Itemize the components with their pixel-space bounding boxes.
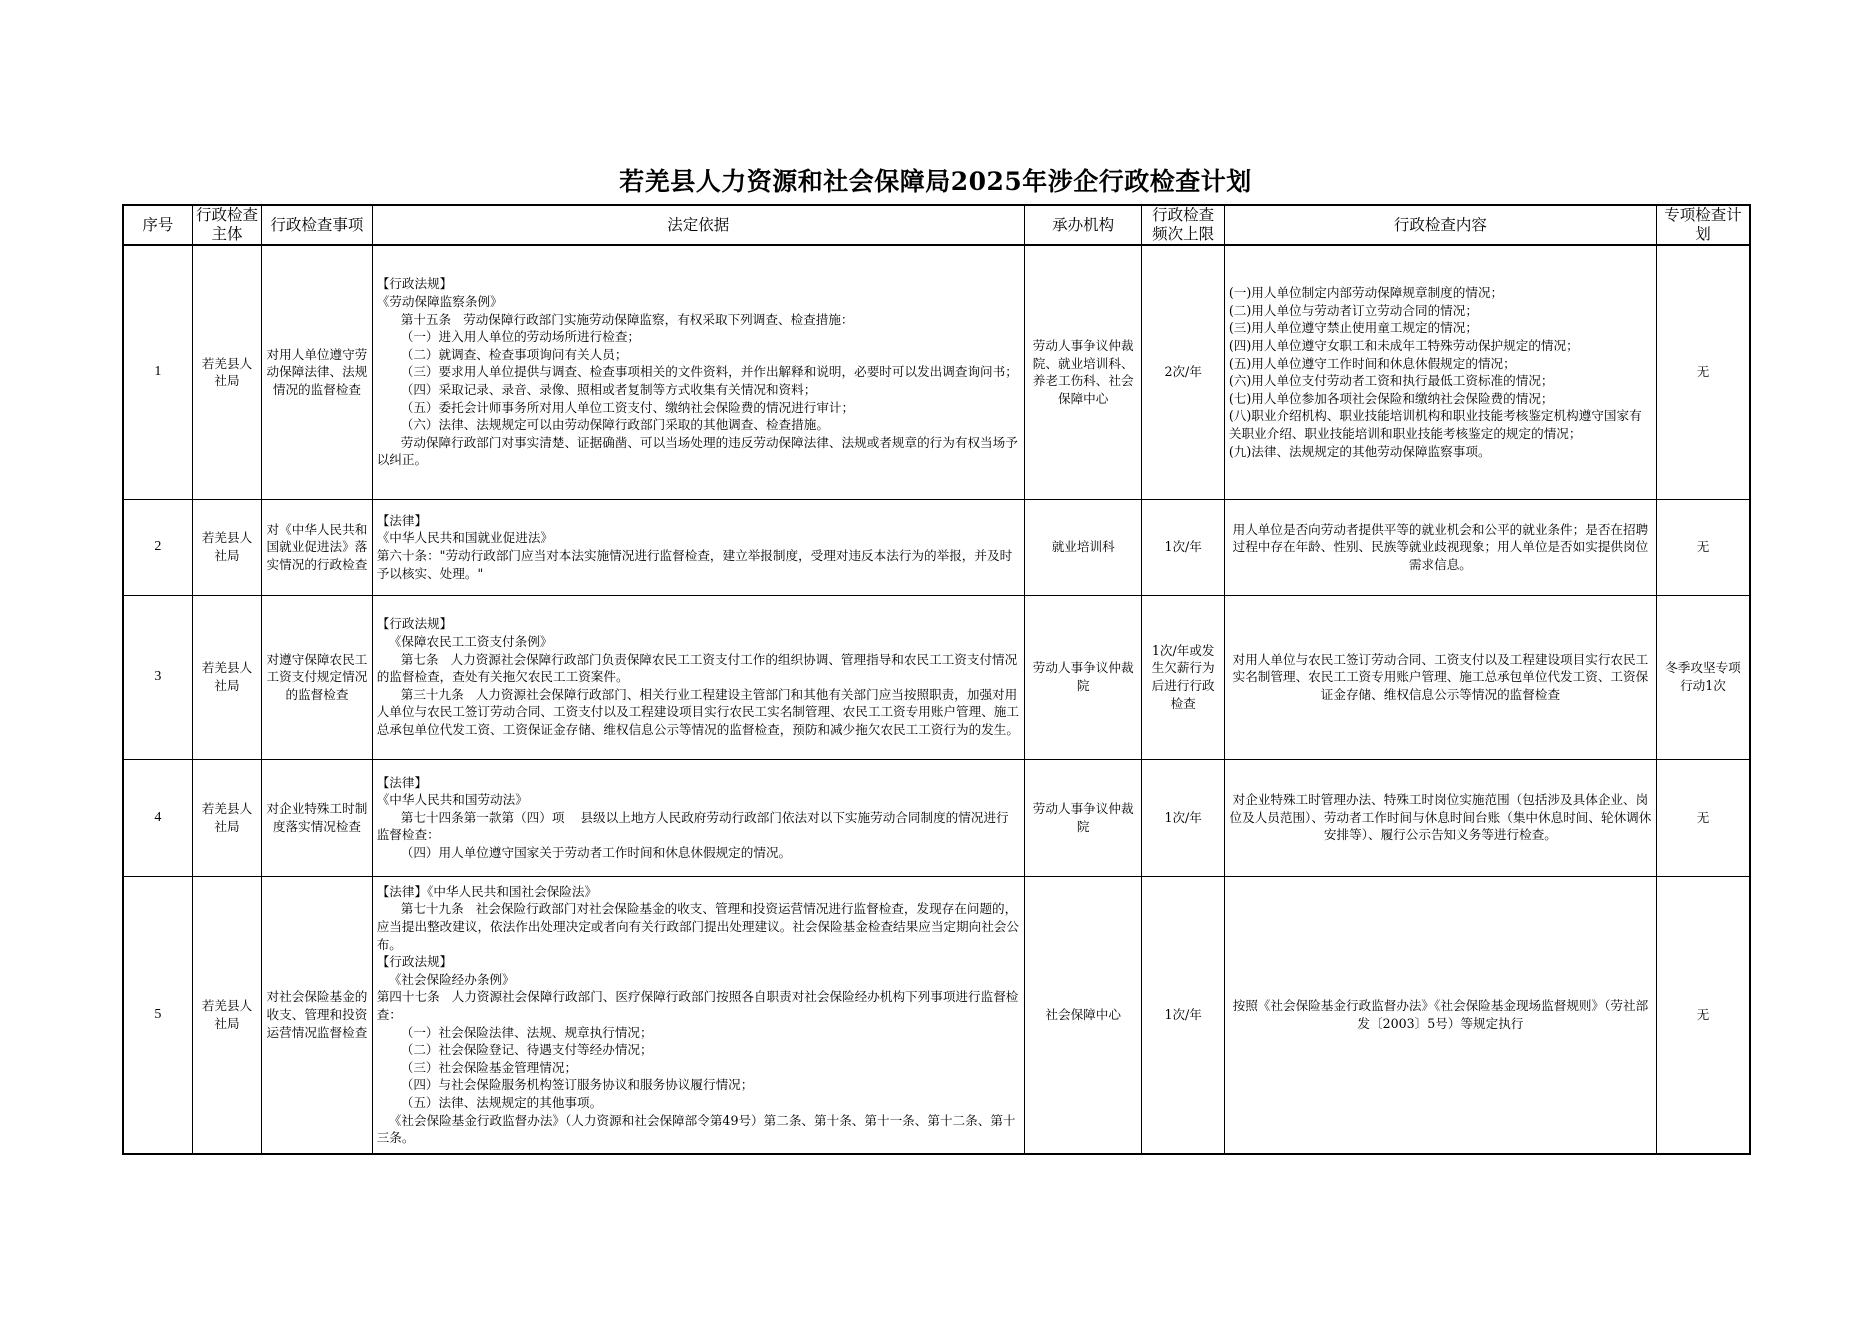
table-row: [123, 876, 1750, 1154]
row-item: 对《中华人民共和国就业促进法》落实情况的行政检查: [262, 499, 373, 595]
row-no: 4: [123, 759, 192, 876]
header-no: 序号: [123, 205, 192, 245]
header-org: 承办机构: [1024, 205, 1142, 245]
row-org: 社会保障中心: [1024, 876, 1142, 1154]
row-subject: 若羌县人社局: [192, 876, 261, 1154]
row-plan: 冬季攻坚专项行动1次: [1656, 595, 1750, 759]
row-plan: 无: [1656, 759, 1750, 876]
header-content: 行政检查内容: [1224, 205, 1656, 245]
page-title: 若羌县人力资源和社会保障局2025年涉企行政检查计划: [619, 167, 1252, 196]
row-item: 对遵守保障农民工工资支付规定情况的监督检查: [262, 595, 373, 759]
row-basis: 【法律】 《中华人民共和国就业促进法》 第六十条："劳动行政部门应当对本法实施情况进行监督检查，建立举报制度，受理对违反本法行为的举报，并及时予以核实、处理。": [372, 499, 1024, 595]
row-content: 对用人单位与农民工签订劳动合同、工资支付以及工程建设项目实行农民工实名制管理、农民工工资专用账户管理、施工总承包单位代发工资、工资保证金存储、维权信息公示等情况的监督检查: [1224, 595, 1656, 759]
row-content: (一)用人单位制定内部劳动保障规章制度的情况； (二)用人单位与劳动者订立劳动合同的情况； (三)用人单位遵守禁止使用童工规定的情况； (四)用人单位遵守女职工和未成年工特殊劳动保护规定的情况； (五)用人单位遵守工作时间和休息休假规定的情况； (六)用人单位支付劳动者工资和执行最低工资标准的情况； (七)用人单位参加各项社会保险和缴纳社会保险费的情况； (八)职业介绍机构、职业技能培训机构和职业技能考核鉴定机构遵守国家有关职业介绍、职业技能培训和职业技能考核鉴定的规定的情况； (九)法律、法规规定的其他劳动保障监察事项。: [1224, 245, 1656, 499]
table-row: [123, 499, 1750, 595]
row-subject: 若羌县人社局: [192, 595, 261, 759]
header-item: 行政检查事项: [262, 205, 373, 245]
header-plan: 专项检查计划: [1656, 205, 1750, 245]
header-basis: 法定依据: [372, 205, 1024, 245]
row-org: 劳动人事争议仲裁院、就业培训科、养老工伤科、社会保障中心: [1024, 245, 1142, 499]
table-row: [123, 245, 1750, 499]
row-content: 按照《社会保险基金行政监督办法》《社会保险基金现场监督规则》（劳社部发〔2003〕5号）等规定执行: [1224, 876, 1656, 1154]
row-subject: 若羌县人社局: [192, 759, 261, 876]
row-freq: 1次/年: [1142, 759, 1224, 876]
row-basis: 【行政法规】 《保障农民工工资支付条例》 第七条 人力资源社会保障行政部门负责保障农民工工资支付工作的组织协调、管理指导和农民工工资支付情况的监督检查，查处有关拖欠农民工工资案件。 第三十九条 人力资源社会保障行政部门、相关行业工程建设主管部门和其他有关部门应当按照职责，加强对用人单位与农民工签订劳动合同、工资支付以及工程建设项目实行农民工实名制管理、农民工工资专用账户管理、施工总承包单位代发工资、工资保证金存储、维权信息公示等情况的监督检查，预防和减少拖欠农民工工资行为的发生。: [372, 595, 1024, 759]
row-no: 2: [123, 499, 192, 595]
row-item: 对用人单位遵守劳动保障法律、法规情况的监督检查: [262, 245, 373, 499]
row-plan: 无: [1656, 245, 1750, 499]
row-org: 就业培训科: [1024, 499, 1142, 595]
row-plan: 无: [1656, 499, 1750, 595]
row-freq: 1次/年或发生欠薪行为后进行行政检查: [1142, 595, 1224, 759]
header-subject: 行政检查主体: [192, 205, 261, 245]
table-header-row: [123, 205, 1750, 245]
inspection-plan-table: [122, 204, 1751, 1155]
row-plan: 无: [1656, 876, 1750, 1154]
table-row: [123, 595, 1750, 759]
row-basis: 【法律】《中华人民共和国社会保险法》 第七十九条 社会保险行政部门对社会保险基金的收支、管理和投资运营情况进行监督检查，发现存在问题的，应当提出整改建议，依法作出处理决定或者向有关行政部门提出处理建议。社会保险基金检查结果应当定期向社会公布。 【行政法规】 《社会保险经办条例》 第四十七条 人力资源社会保障行政部门、医疗保障行政部门按照各自职责对社会保险经办机构下列事项进行监督检查： （一）社会保险法律、法规、规章执行情况； （二）社会保险登记、待遇支付等经办情况； （三）社会保险基金管理情况； （四）与社会保险服务机构签订服务协议和服务协议履行情况； （五）法律、法规规定的其他事项。 《社会保险基金行政监督办法》（人力资源和社会保障部令第49号）第二条、第十条、第十一条、第十二条、第十三条。: [372, 876, 1024, 1154]
table-row: [123, 759, 1750, 876]
row-basis: 【法律】 《中华人民共和国劳动法》 第七十四条第一款第（四）项 县级以上地方人民政府劳动行政部门依法对以下实施劳动合同制度的情况进行监督检查： （四）用人单位遵守国家关于劳动者工作时间和休息休假规定的情况。: [372, 759, 1024, 876]
row-freq: 1次/年: [1142, 876, 1224, 1154]
header-freq: 行政检查频次上限: [1142, 205, 1224, 245]
row-content: 对企业特殊工时管理办法、特殊工时岗位实施范围（包括涉及具体企业、岗位及人员范围）、劳动者工作时间与休息时间台账（集中休息时间、轮休调休安排等）、履行公示告知义务等进行检查。: [1224, 759, 1656, 876]
row-item: 对企业特殊工时制度落实情况检查: [262, 759, 373, 876]
row-subject: 若羌县人社局: [192, 245, 261, 499]
row-no: 5: [123, 876, 192, 1154]
row-item: 对社会保险基金的收支、管理和投资运营情况监督检查: [262, 876, 373, 1154]
row-freq: 1次/年: [1142, 499, 1224, 595]
row-content: 用人单位是否向劳动者提供平等的就业机会和公平的就业条件；是否在招聘过程中存在年龄、性别、民族等就业歧视现象；用人单位是否如实提供岗位需求信息。: [1224, 499, 1656, 595]
row-no: 3: [123, 595, 192, 759]
row-org: 劳动人事争议仲裁院: [1024, 759, 1142, 876]
row-org: 劳动人事争议仲裁院: [1024, 595, 1142, 759]
row-subject: 若羌县人社局: [192, 499, 261, 595]
row-no: 1: [123, 245, 192, 499]
row-basis: 【行政法规】 《劳动保障监察条例》 第十五条 劳动保障行政部门实施劳动保障监察，有权采取下列调查、检查措施： （一）进入用人单位的劳动场所进行检查； （二）就调查、检查事项询问有关人员； （三）要求用人单位提供与调查、检查事项相关的文件资料，并作出解释和说明，必要时可以发出调查询问书； （四）采取记录、录音、录像、照相或者复制等方式收集有关情况和资料； （五）委托会计师事务所对用人单位工资支付、缴纳社会保险费的情况进行审计； （六）法律、法规规定可以由劳动保障行政部门采取的其他调查、检查措施。 劳动保障行政部门对事实清楚、证据确凿、可以当场处理的违反劳动保障法律、法规或者规章的行为有权当场予以纠正。: [372, 245, 1024, 499]
row-freq: 2次/年: [1142, 245, 1224, 499]
